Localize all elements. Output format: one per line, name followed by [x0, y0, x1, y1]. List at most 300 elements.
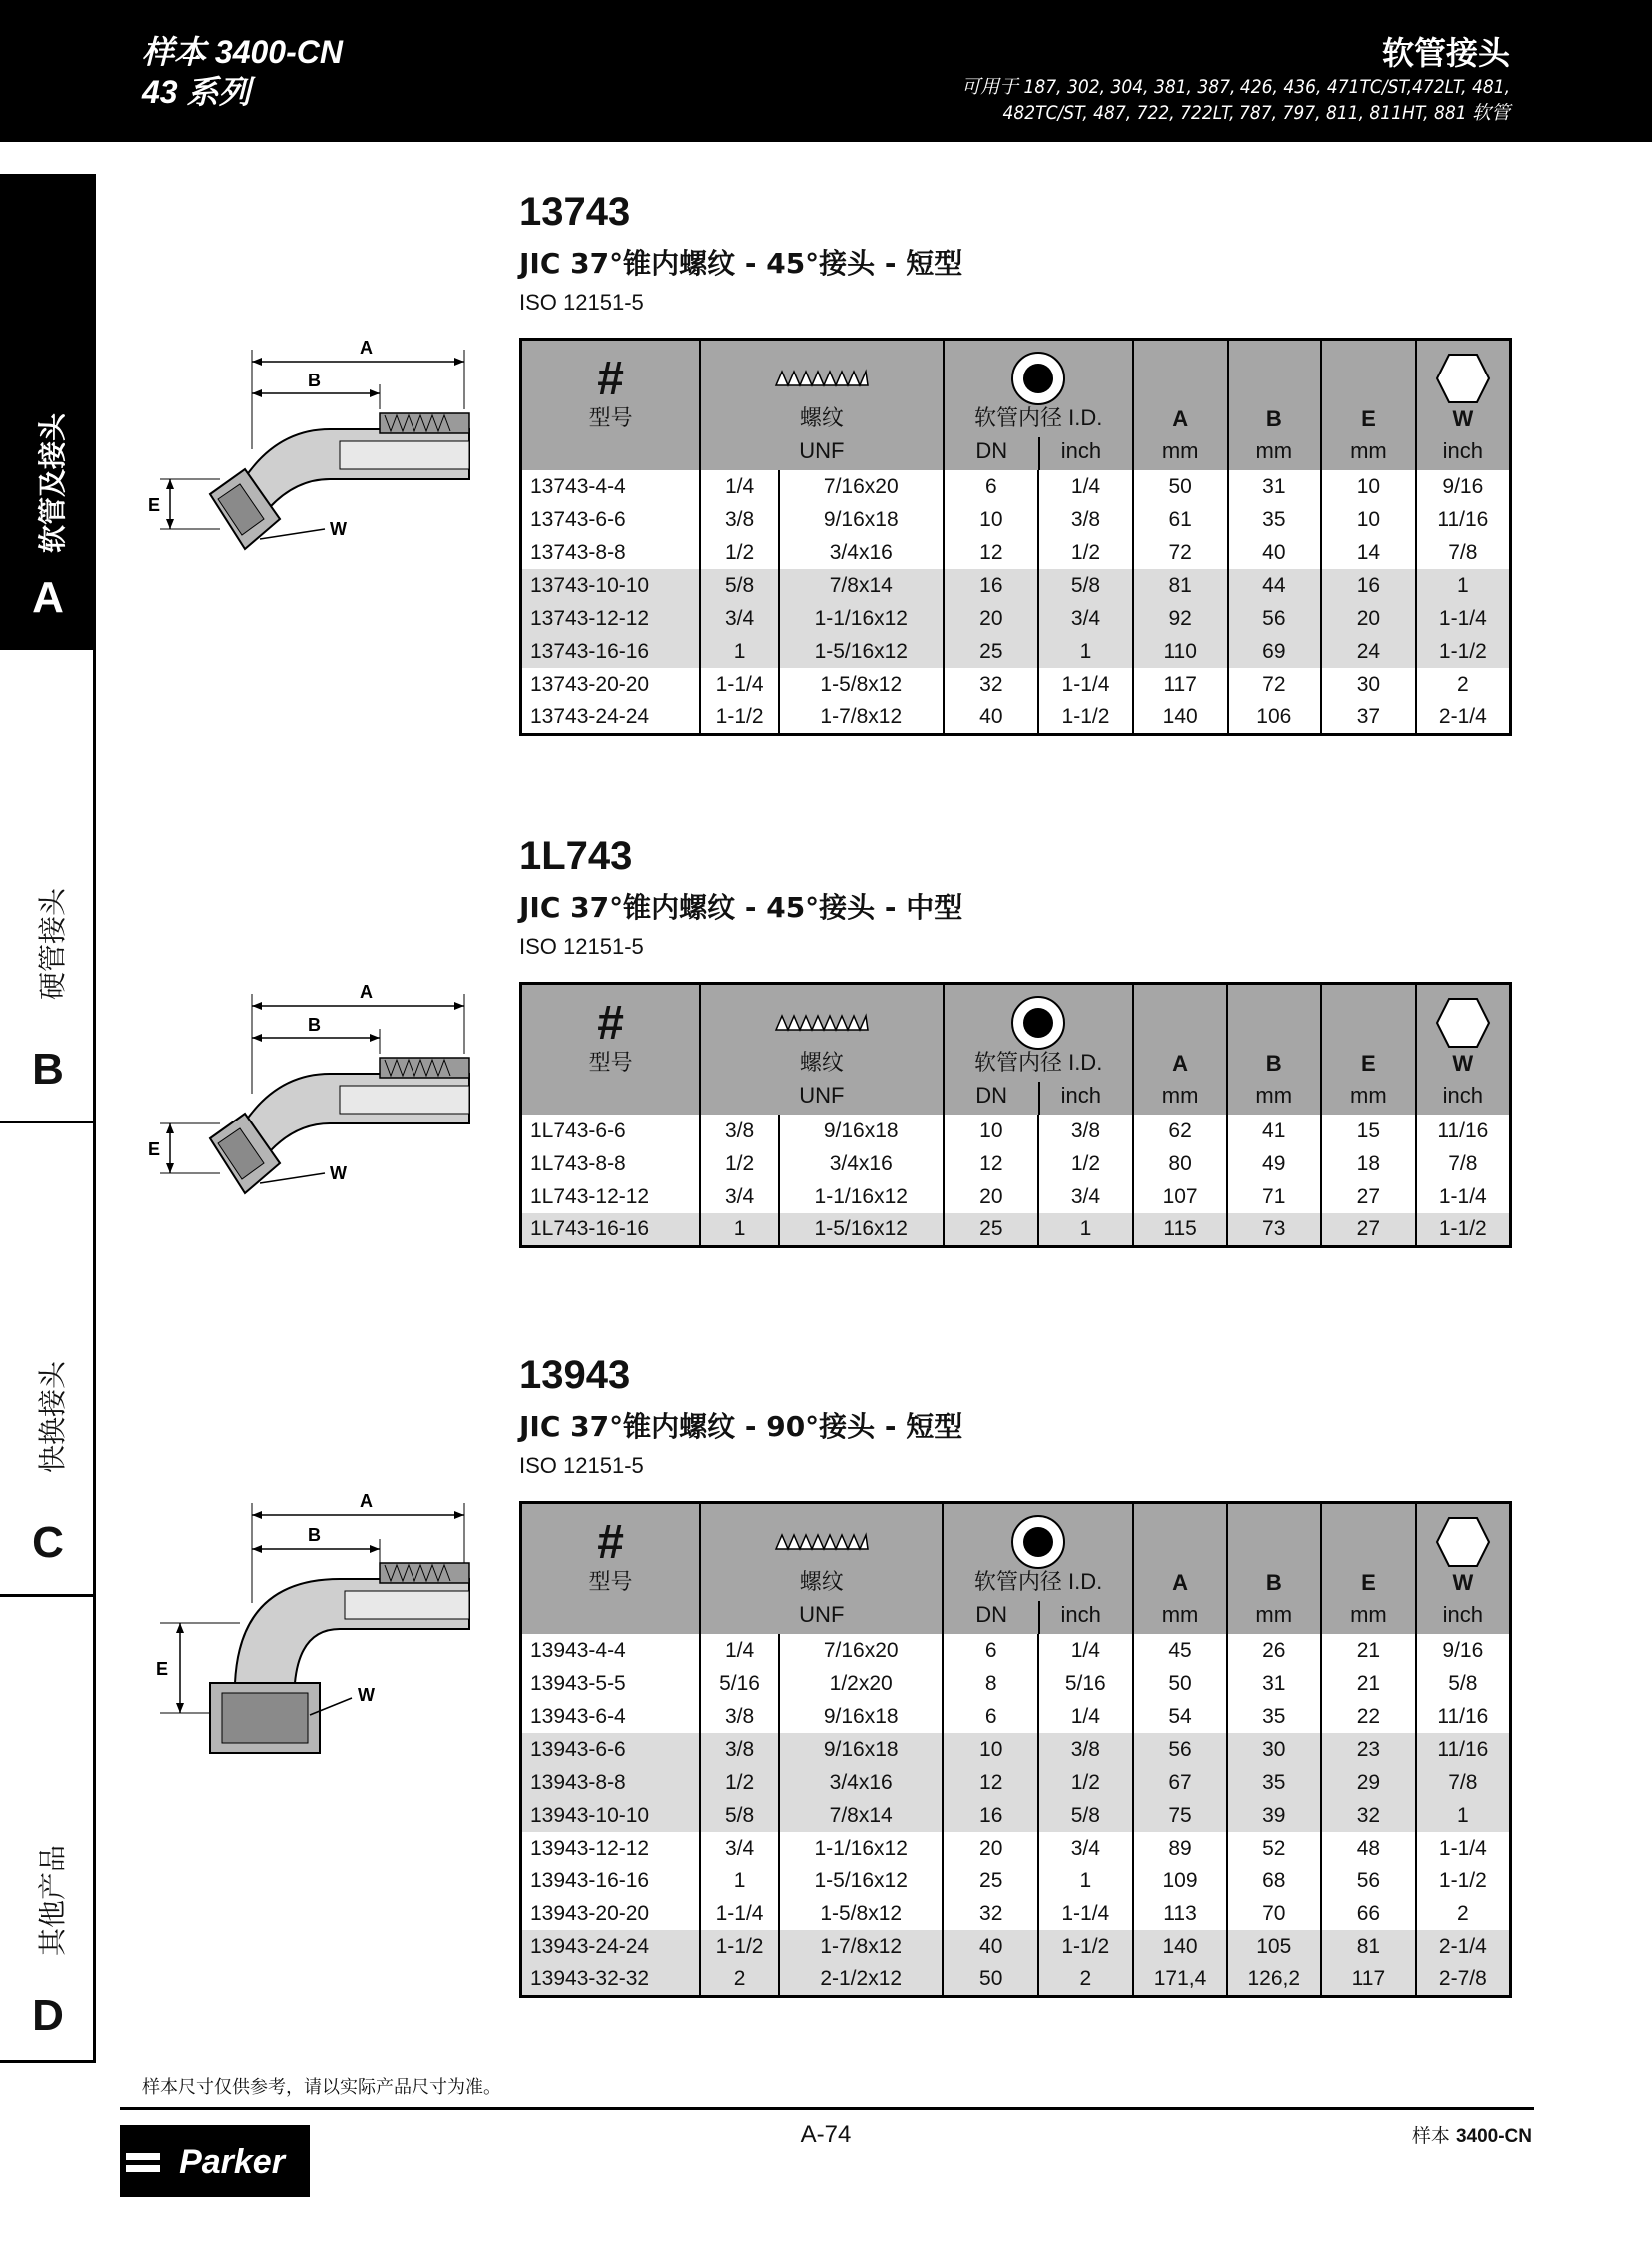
svg-text:B: B	[308, 1525, 321, 1545]
sidebar-tab-letter: D	[32, 1991, 64, 2040]
section-sidebar	[0, 174, 96, 2063]
sidebar-tab-letter: B	[32, 1045, 64, 1094]
table-cell: 1-1/4	[1038, 1897, 1133, 1930]
table-row	[521, 1634, 1511, 1667]
table-cell: 13743-12-12	[521, 602, 701, 635]
table-cell: 105	[1227, 1930, 1321, 1963]
page-number: A-74	[800, 2121, 852, 2148]
header-part-label: 型号	[588, 405, 633, 430]
table-cell: 3/4	[700, 602, 779, 635]
table-cell: 13943-16-16	[521, 1865, 701, 1897]
table-cell: 1-1/2	[1416, 1213, 1511, 1246]
table-cell: 7/8x14	[779, 1799, 944, 1832]
page-header	[0, 0, 1652, 142]
product-standard: ISO 12151-5	[519, 934, 644, 959]
table-cell: 15	[1321, 1115, 1416, 1147]
table-cell: 11/16	[1416, 1115, 1511, 1147]
table-cell: 20	[1321, 602, 1416, 635]
table-row	[521, 470, 1511, 503]
header-b	[1227, 1503, 1321, 1635]
table-cell: 1-5/16x12	[779, 1865, 944, 1897]
header-a-unit: mm	[1161, 1083, 1199, 1108]
table-row	[521, 602, 1511, 635]
header-b-unit: mm	[1255, 438, 1293, 463]
table-cell: 10	[1321, 503, 1416, 536]
table-cell: 10	[943, 1733, 1038, 1766]
table-cell: 14	[1321, 536, 1416, 569]
table-cell: 20	[943, 1832, 1038, 1865]
table-cell: 11/16	[1416, 1733, 1511, 1766]
spec-table	[519, 1501, 1512, 1998]
table-cell: 110	[1133, 635, 1228, 668]
table-cell: 1	[1416, 569, 1511, 602]
svg-text:B: B	[308, 1015, 321, 1035]
table-row	[521, 1766, 1511, 1799]
table-cell: 72	[1133, 536, 1228, 569]
header-hose-id	[944, 984, 1133, 1116]
thread-icon	[774, 364, 870, 393]
table-cell: 7/16x20	[779, 1634, 944, 1667]
table-cell: 13743-6-6	[521, 503, 701, 536]
header-hose-label: 软管内径 I.D.	[973, 1050, 1103, 1075]
table-cell: 69	[1228, 635, 1322, 668]
table-row	[521, 1963, 1511, 1996]
table-cell: 16	[1321, 569, 1416, 602]
svg-text:B: B	[308, 371, 321, 390]
table-cell: 171,4	[1133, 1963, 1228, 1996]
header-w-unit: inch	[1442, 1602, 1484, 1627]
table-cell: 5/8	[700, 569, 779, 602]
header-e-unit: mm	[1350, 1602, 1387, 1627]
table-cell: 2	[700, 1963, 779, 1996]
svg-text:A: A	[360, 338, 373, 358]
table-cell: 9/16	[1416, 1634, 1511, 1667]
header-e-label: E	[1361, 1570, 1376, 1595]
svg-text:W: W	[330, 1163, 347, 1183]
table-row	[521, 1733, 1511, 1766]
table-row	[521, 1180, 1511, 1213]
table-cell: 62	[1133, 1115, 1228, 1147]
header-hose-label: 软管内径 I.D.	[973, 1569, 1103, 1594]
fitting-drawing	[140, 330, 499, 579]
header-a-unit: mm	[1161, 1602, 1199, 1627]
table-cell: 26	[1227, 1634, 1321, 1667]
table-cell: 1L743-16-16	[521, 1213, 701, 1246]
table-cell: 67	[1133, 1766, 1228, 1799]
footer-catalog-prefix: 样本	[1411, 2125, 1450, 2147]
sidebar-tab-letter: A	[32, 573, 64, 622]
header-b-unit: mm	[1255, 1083, 1293, 1108]
table-cell: 11/16	[1416, 1700, 1511, 1733]
table-cell: 2-1/4	[1416, 701, 1511, 734]
sidebar-tab-a[interactable]	[0, 174, 96, 650]
table-cell: 113	[1133, 1897, 1228, 1930]
header-hose-inch: inch	[1060, 1083, 1101, 1108]
table-cell: 40	[944, 701, 1039, 734]
table-cell: 7/8	[1416, 1766, 1511, 1799]
table-cell: 41	[1227, 1115, 1321, 1147]
table-cell: 5/8	[1038, 569, 1133, 602]
table-cell: 3/8	[700, 503, 779, 536]
table-cell: 1	[1038, 1865, 1133, 1897]
header-e	[1321, 1503, 1416, 1635]
header-b-unit: mm	[1255, 1602, 1293, 1627]
header-hose-dn: DN	[975, 438, 1008, 463]
table-row	[521, 1147, 1511, 1180]
spec-table	[519, 982, 1512, 1248]
header-title: 软管接头	[1381, 34, 1510, 72]
table-cell: 50	[1133, 1667, 1228, 1700]
table-row	[521, 1865, 1511, 1897]
table-cell: 3/4x16	[779, 536, 944, 569]
table-row	[521, 1213, 1511, 1246]
table-cell: 106	[1228, 701, 1322, 734]
table-row	[521, 1832, 1511, 1865]
header-hose-id	[943, 1503, 1132, 1635]
thread-icon	[774, 1008, 870, 1038]
sidebar-tab-c[interactable]	[0, 1123, 96, 1597]
table-cell: 1-7/8x12	[779, 1930, 944, 1963]
table-cell: 70	[1227, 1897, 1321, 1930]
svg-text:E: E	[148, 1139, 161, 1159]
table-cell: 5/16	[1038, 1667, 1133, 1700]
table-row	[521, 635, 1511, 668]
header-e	[1321, 340, 1416, 471]
header-e-label: E	[1361, 406, 1376, 431]
table-cell: 12	[944, 1147, 1039, 1180]
fitting-drawing	[140, 974, 499, 1223]
table-cell: 24	[1321, 635, 1416, 668]
header-thread-label: 螺纹	[799, 405, 844, 430]
table-cell: 13743-16-16	[521, 635, 701, 668]
table-cell: 25	[944, 635, 1039, 668]
table-cell: 10	[944, 1115, 1039, 1147]
table-cell: 3/8	[700, 1115, 779, 1147]
table-cell: 1-7/8x12	[779, 701, 944, 734]
hex-wrench-icon	[1435, 997, 1491, 1049]
table-cell: 56	[1321, 1865, 1416, 1897]
parker-logo	[120, 2125, 310, 2197]
hex-wrench-icon	[1435, 353, 1491, 404]
table-cell: 50	[943, 1963, 1038, 1996]
table-row	[521, 1700, 1511, 1733]
table-cell: 3/4	[1038, 1832, 1133, 1865]
header-applicable	[871, 74, 1510, 126]
table-cell: 27	[1321, 1180, 1416, 1213]
part-number-symbol: #	[597, 996, 624, 1050]
sidebar-tab-b[interactable]	[0, 650, 96, 1123]
table-cell: 32	[944, 668, 1039, 701]
table-cell: 13743-4-4	[521, 470, 701, 503]
table-row	[521, 503, 1511, 536]
table-cell: 40	[1228, 536, 1322, 569]
table-cell: 9/16	[1416, 470, 1511, 503]
header-thread-sub: UNF	[799, 1083, 845, 1108]
sidebar-tab-letter: C	[32, 1518, 64, 1567]
table-row	[521, 1897, 1511, 1930]
svg-text:A: A	[360, 982, 373, 1002]
series-label: 43 系列	[142, 74, 251, 110]
table-row	[521, 536, 1511, 569]
header-w-unit: inch	[1442, 1083, 1483, 1108]
header-a-label: A	[1172, 406, 1189, 431]
table-cell: 13943-5-5	[521, 1667, 701, 1700]
table-cell: 56	[1228, 602, 1322, 635]
table-cell: 6	[943, 1634, 1038, 1667]
table-cell: 1/2	[700, 536, 779, 569]
header-a-label: A	[1172, 1570, 1188, 1595]
header-thread	[700, 340, 943, 471]
header-a-label: A	[1172, 1051, 1189, 1076]
product-standard: ISO 12151-5	[519, 290, 644, 315]
table-cell: 5/16	[700, 1667, 779, 1700]
table-cell: 40	[943, 1930, 1038, 1963]
table-cell: 115	[1133, 1213, 1228, 1246]
header-w	[1416, 1503, 1511, 1635]
header-w	[1416, 984, 1511, 1116]
header-w-label: W	[1452, 1051, 1474, 1076]
thread-icon	[774, 1527, 870, 1557]
header-hose-dn: DN	[975, 1083, 1008, 1108]
table-cell: 16	[943, 1799, 1038, 1832]
svg-text:E: E	[148, 495, 161, 515]
applicable-line-2: 482TC/ST, 487, 722, 722LT, 787, 797, 811, 811HT, 881 软管	[1002, 102, 1510, 124]
table-row	[521, 1799, 1511, 1832]
table-cell: 2-7/8	[1416, 1963, 1511, 1996]
table-cell: 1	[1038, 1213, 1133, 1246]
table-cell: 1-1/2	[700, 701, 779, 734]
header-thread	[700, 1503, 943, 1635]
header-e-unit: mm	[1350, 1083, 1387, 1108]
part-number-symbol: #	[597, 352, 624, 405]
footer-divider	[120, 2107, 1534, 2110]
table-cell: 3/8	[700, 1700, 779, 1733]
header-b-label: B	[1265, 1051, 1282, 1076]
table-cell: 13943-4-4	[521, 1634, 701, 1667]
table-cell: 3/8	[1038, 503, 1133, 536]
table-cell: 2-1/2x12	[779, 1963, 944, 1996]
table-cell: 1/4	[700, 1634, 779, 1667]
table-cell: 1-1/2	[1038, 1930, 1133, 1963]
table-cell: 9/16x18	[779, 1115, 944, 1147]
table-cell: 37	[1321, 701, 1416, 734]
header-thread-label: 螺纹	[799, 1569, 844, 1594]
table-cell: 3/4	[1038, 1180, 1133, 1213]
table-cell: 10	[944, 503, 1039, 536]
table-cell: 1/2x20	[779, 1667, 944, 1700]
table-cell: 30	[1227, 1733, 1321, 1766]
hose-id-icon	[1010, 351, 1066, 406]
table-cell: 20	[944, 1180, 1039, 1213]
table-cell: 1-1/2	[700, 1930, 779, 1963]
table-cell: 6	[943, 1700, 1038, 1733]
table-cell: 1-1/2	[1038, 701, 1133, 734]
table-cell: 13743-20-20	[521, 668, 701, 701]
header-thread-sub: UNF	[799, 1602, 845, 1627]
table-row	[521, 1930, 1511, 1963]
table-cell: 5/8	[1038, 1799, 1133, 1832]
table-cell: 35	[1228, 503, 1322, 536]
table-cell: 7/8	[1416, 536, 1511, 569]
table-cell: 1-1/4	[700, 1897, 779, 1930]
svg-text:E: E	[156, 1659, 169, 1679]
table-cell: 2	[1038, 1963, 1133, 1996]
table-cell: 1	[700, 1213, 779, 1246]
table-cell: 75	[1133, 1799, 1228, 1832]
table-row	[521, 668, 1511, 701]
header-hose-inch: inch	[1060, 1602, 1101, 1627]
table-cell: 3/4x16	[779, 1147, 944, 1180]
table-cell: 50	[1133, 470, 1228, 503]
table-cell: 13943-6-4	[521, 1700, 701, 1733]
svg-text:A: A	[360, 1493, 373, 1511]
table-cell: 1L743-8-8	[521, 1147, 701, 1180]
header-part-number	[521, 984, 701, 1116]
sidebar-tab-d[interactable]	[0, 1597, 96, 2063]
header-a	[1133, 1503, 1228, 1635]
table-cell: 6	[944, 470, 1039, 503]
table-cell: 1-5/16x12	[779, 1213, 944, 1246]
header-e-unit: mm	[1350, 438, 1387, 463]
table-cell: 1/2	[700, 1766, 779, 1799]
table-cell: 7/16x20	[779, 470, 944, 503]
table-cell: 31	[1227, 1667, 1321, 1700]
header-thread	[700, 984, 943, 1116]
table-row	[521, 701, 1511, 734]
table-cell: 1-1/4	[1416, 1180, 1511, 1213]
table-cell: 3/8	[1038, 1115, 1133, 1147]
sidebar-tab-label: 其他产品	[36, 1844, 69, 1956]
table-cell: 1	[700, 1865, 779, 1897]
header-hose-id	[944, 340, 1133, 471]
table-cell: 22	[1321, 1700, 1416, 1733]
header-a	[1133, 984, 1228, 1116]
table-cell: 1-5/16x12	[779, 635, 944, 668]
table-cell: 32	[1321, 1799, 1416, 1832]
table-cell: 23	[1321, 1733, 1416, 1766]
hex-wrench-icon	[1435, 1516, 1491, 1568]
table-cell: 31	[1228, 470, 1322, 503]
table-cell: 66	[1321, 1897, 1416, 1930]
table-cell: 13743-10-10	[521, 569, 701, 602]
table-cell: 1/4	[1038, 1700, 1133, 1733]
table-cell: 8	[943, 1667, 1038, 1700]
table-cell: 71	[1227, 1180, 1321, 1213]
header-b	[1228, 340, 1322, 471]
table-cell: 109	[1133, 1865, 1228, 1897]
table-cell: 2	[1416, 1897, 1511, 1930]
table-cell: 126,2	[1227, 1963, 1321, 1996]
table-cell: 140	[1133, 701, 1228, 734]
table-row	[521, 1115, 1511, 1147]
table-cell: 1/2	[1038, 536, 1133, 569]
product-title: JIC 37°锥内螺纹 - 90°接头 - 短型	[519, 1410, 963, 1443]
table-cell: 3/8	[1038, 1733, 1133, 1766]
table-cell: 13943-6-6	[521, 1733, 701, 1766]
table-cell: 2	[1416, 668, 1511, 701]
table-cell: 89	[1133, 1832, 1228, 1865]
table-cell: 13943-20-20	[521, 1897, 701, 1930]
product-number: 13943	[519, 1353, 631, 1397]
header-left	[142, 32, 343, 112]
table-cell: 1-1/16x12	[779, 1832, 944, 1865]
applicable-line-1: 可用于 187, 302, 304, 381, 387, 426, 436, 471TC/ST,472LT, 481,	[961, 76, 1510, 98]
table-cell: 3/4	[700, 1832, 779, 1865]
table-cell: 13943-10-10	[521, 1799, 701, 1832]
header-a-unit: mm	[1161, 438, 1199, 463]
table-cell: 30	[1321, 668, 1416, 701]
hose-id-icon	[1010, 1514, 1066, 1570]
header-thread-label: 螺纹	[799, 1050, 844, 1075]
table-cell: 80	[1133, 1147, 1228, 1180]
table-cell: 13943-8-8	[521, 1766, 701, 1799]
table-cell: 21	[1321, 1667, 1416, 1700]
product-number: 1L743	[519, 834, 633, 878]
table-cell: 12	[943, 1766, 1038, 1799]
table-cell: 73	[1227, 1213, 1321, 1246]
sidebar-tab-label: 快换接头	[36, 1360, 69, 1473]
table-cell: 1-1/2	[1416, 635, 1511, 668]
table-cell: 9/16x18	[779, 1733, 944, 1766]
table-cell: 54	[1133, 1700, 1228, 1733]
product-number: 13743	[519, 190, 631, 234]
header-part-number	[521, 1503, 701, 1635]
table-cell: 5/8	[700, 1799, 779, 1832]
header-thread-sub: UNF	[799, 438, 845, 463]
table-cell: 72	[1228, 668, 1322, 701]
table-cell: 1L743-6-6	[521, 1115, 701, 1147]
table-cell: 1-1/16x12	[779, 602, 944, 635]
table-cell: 13943-24-24	[521, 1930, 701, 1963]
header-b	[1227, 984, 1321, 1116]
table-cell: 140	[1133, 1930, 1228, 1963]
table-cell: 11/16	[1416, 503, 1511, 536]
footer-note: 样本尺寸仅供参考，请以实际产品尺寸为准。	[142, 2077, 501, 2098]
footer-catalog-code: 3400-CN	[1455, 2126, 1532, 2147]
table-cell: 35	[1227, 1700, 1321, 1733]
table-cell: 3/4	[1038, 602, 1133, 635]
table-cell: 12	[944, 536, 1039, 569]
table-cell: 20	[944, 602, 1039, 635]
table-cell: 107	[1133, 1180, 1228, 1213]
table-cell: 1/4	[1038, 1634, 1133, 1667]
spec-table	[519, 338, 1512, 736]
header-part-label: 型号	[588, 1569, 633, 1594]
table-cell: 1-1/4	[700, 668, 779, 701]
header-b-label: B	[1265, 1570, 1282, 1595]
table-cell: 61	[1133, 503, 1228, 536]
header-hose-dn: DN	[975, 1602, 1007, 1627]
header-part-number	[521, 340, 701, 471]
table-cell: 5/8	[1416, 1667, 1511, 1700]
table-cell: 92	[1133, 602, 1228, 635]
table-cell: 16	[944, 569, 1039, 602]
table-cell: 39	[1227, 1799, 1321, 1832]
table-cell: 1	[1038, 635, 1133, 668]
table-cell: 1-1/4	[1038, 668, 1133, 701]
table-cell: 1-1/2	[1416, 1865, 1511, 1897]
table-cell: 1	[1416, 1799, 1511, 1832]
table-cell: 1/4	[1038, 470, 1133, 503]
table-cell: 1-1/4	[1416, 602, 1511, 635]
catalog-label: 样本 3400-CN	[142, 34, 343, 70]
table-cell: 7/8	[1416, 1147, 1511, 1180]
footer-catalog	[1412, 2121, 1532, 2148]
table-cell: 3/4	[700, 1180, 779, 1213]
table-cell: 3/4x16	[779, 1766, 944, 1799]
table-cell: 49	[1227, 1147, 1321, 1180]
table-cell: 13943-12-12	[521, 1832, 701, 1865]
